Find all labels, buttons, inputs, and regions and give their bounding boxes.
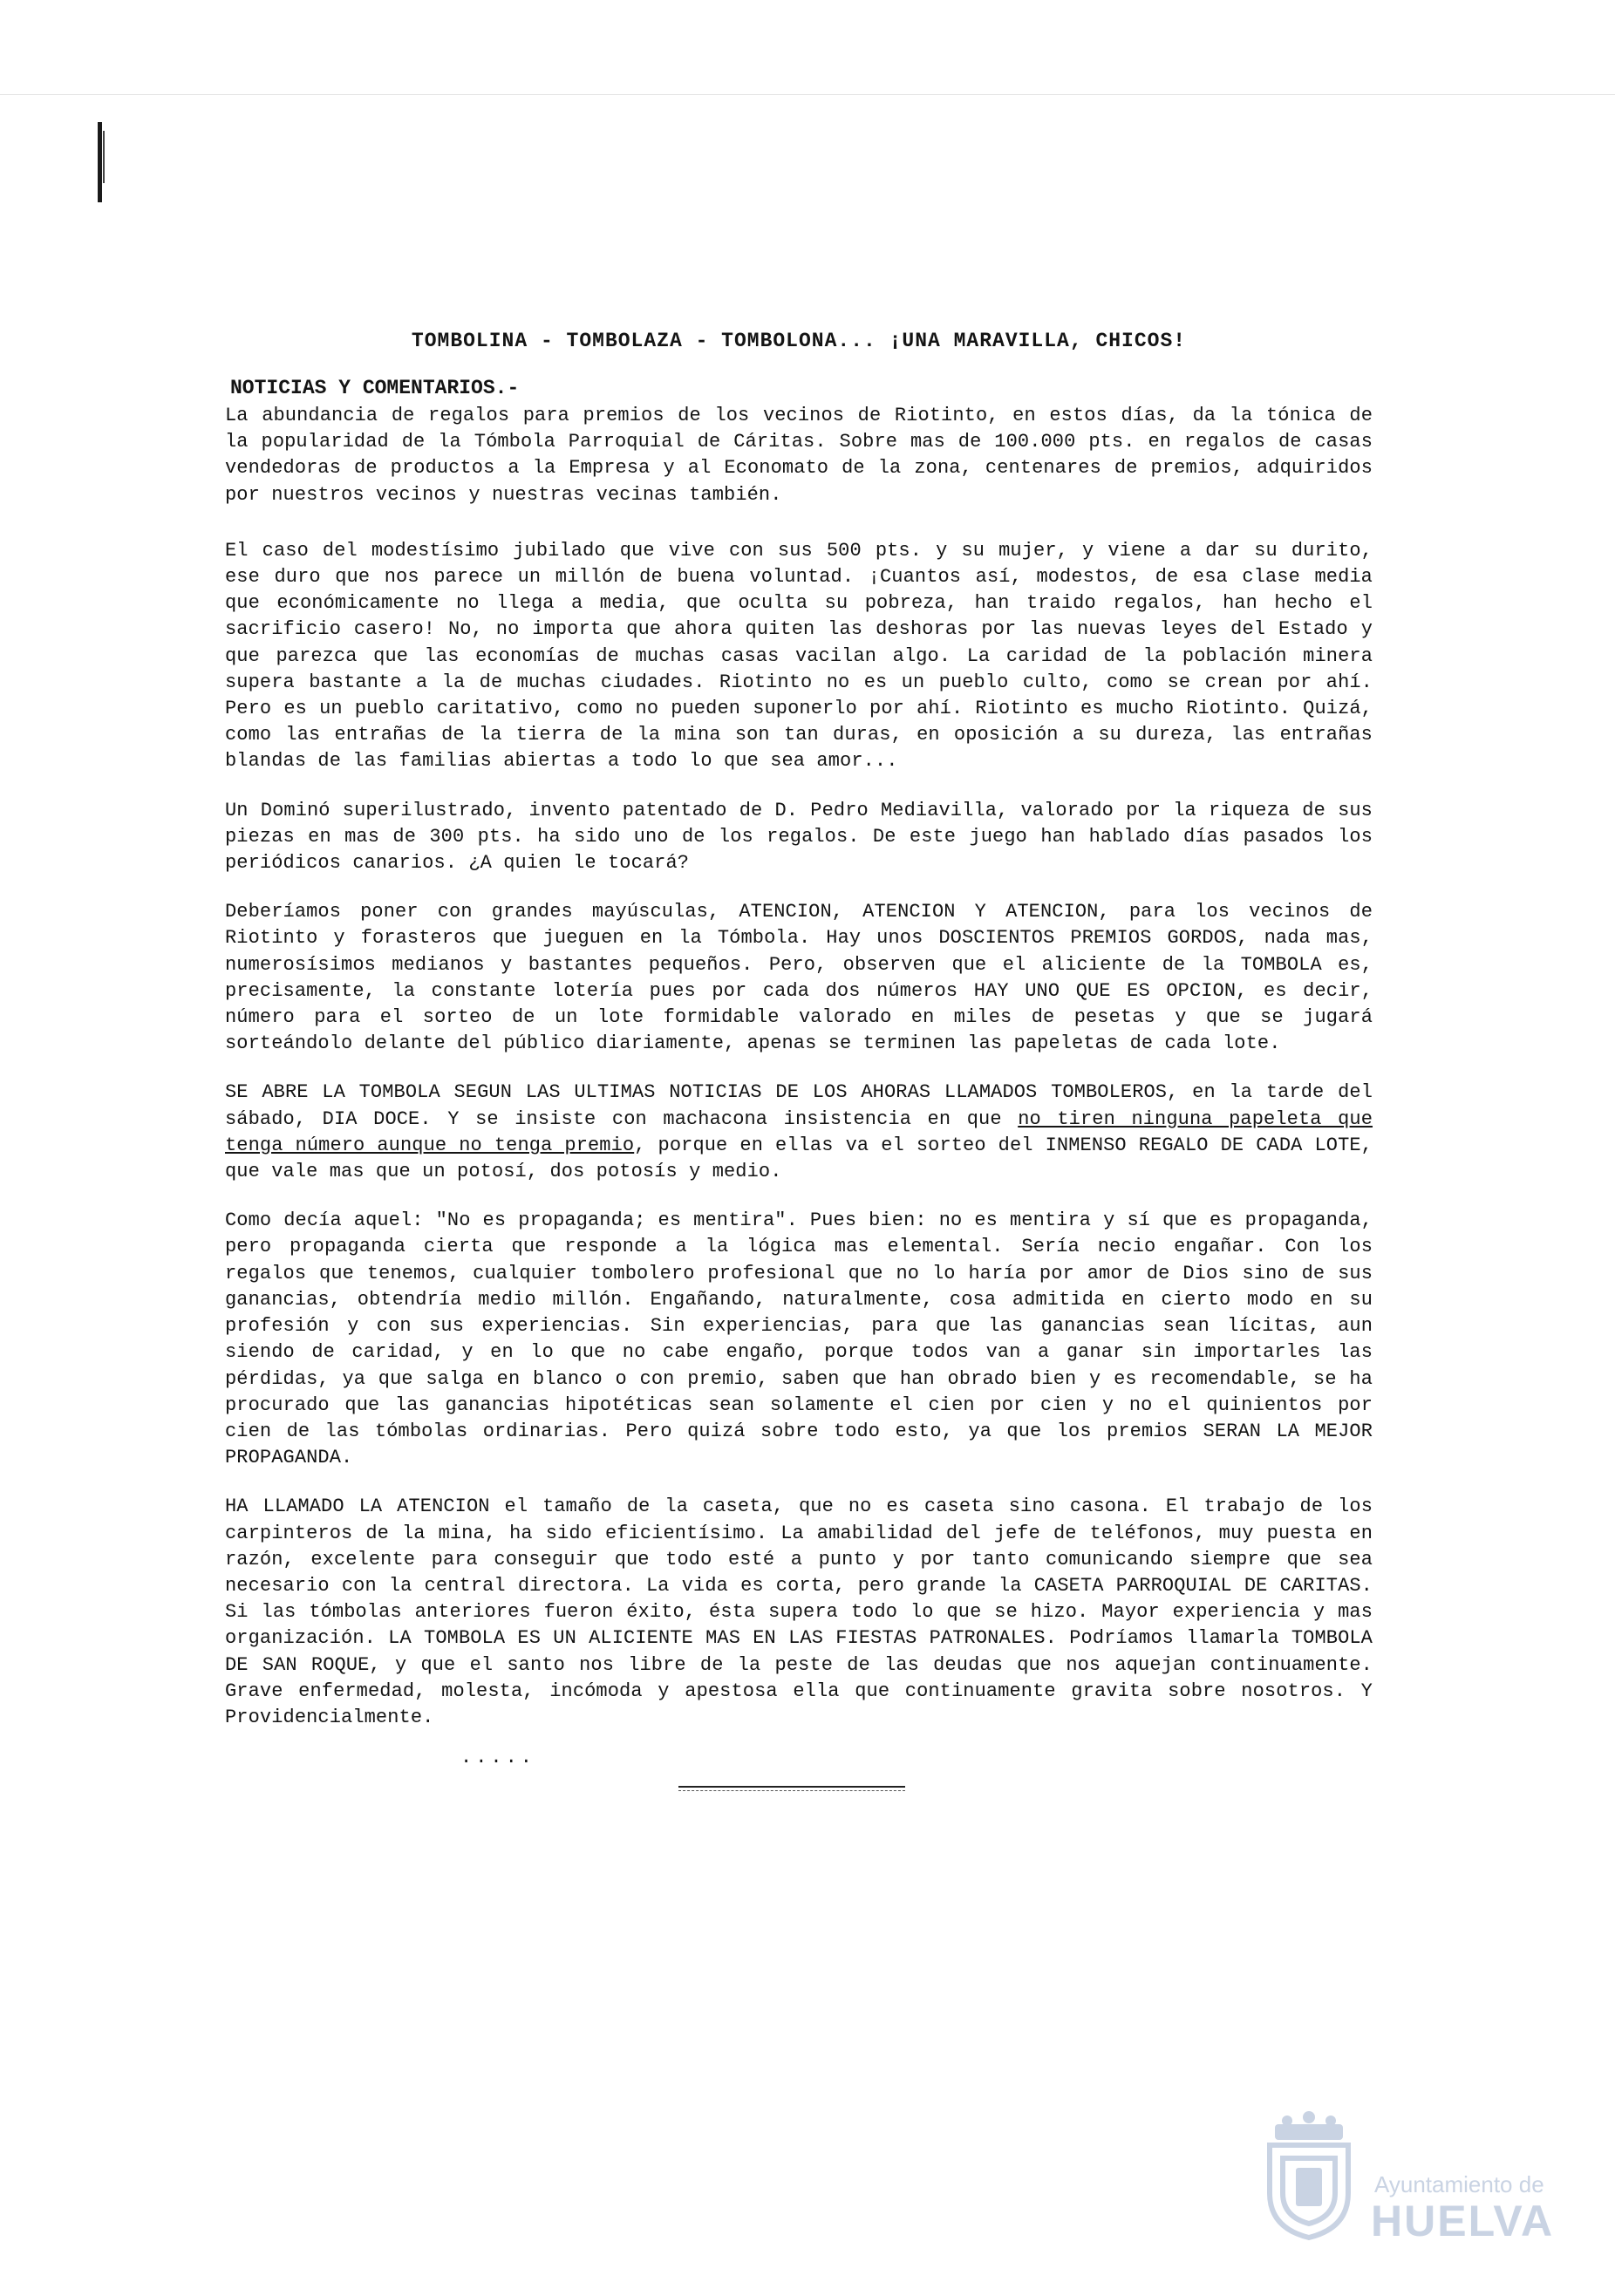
closing-rule: [678, 1786, 905, 1791]
paragraph-5-text-start: SE ABRE LA TOMBOLA SEGUN LAS ULTIMAS NOTICIAS DE LOS AHORAS LLAMADOS TOMBOLEROS, en la tarde del sábado, DIA DOCE. Y se insiste con machacona insistencia en que: [225, 1081, 1373, 1130]
paragraph-4: Deberíamos poner con grandes mayúsculas, ATENCION, ATENCION Y ATENCION, para los vecinos de Riotinto y forasteros que jueguen en la Tómbola. Hay unos DOSCIENTOS PREMIOS GORDOS, nada mas, numerosísimos medianos y bastantes pequeños. Pero, observen que el aliciente de la TOMBOLA es, precisamente, la constante lotería pues por cada dos números HAY UNO QUE ES OPCION, es decir, número para el sorteo de un lote formidable valorado en miles de pesetas y que se jugará sorteándolo delante del público diariamente, apenas se terminen las papeletas de cada lote.: [225, 901, 1373, 1055]
document-title: TOMBOLINA - TOMBOLAZA - TOMBOLONA... ¡UNA MARAVILLA, CHICOS!: [411, 330, 1187, 352]
paragraph-5-underlined-text: no tiren ninguna papeleta que tenga número aunque no tenga premio: [225, 1107, 1373, 1156]
scan-top-edge: [0, 0, 1615, 95]
paragraph-5-text-end: , porque en ellas va el sorteo del INMENSO REGALO DE CADA LOTE, que vale mas que un potosí, dos potosís y medio.: [225, 1134, 1373, 1183]
watermark-name: HUELVA: [1371, 2197, 1555, 2245]
document-page: [225, 330, 1373, 1791]
paragraph-3: Un Dominó superilustrado, invento patentado de D. Pedro Mediavilla, valorado por la riqueza de sus piezas en mas de 300 pts. ha sido uno de los regalos. De este juego han hablado días pasados los periódicos canarios. ¿A quien le tocará?: [225, 799, 1373, 875]
section-heading: NOTICIAS Y COMENTARIOS.-: [230, 377, 520, 399]
paragraph-2: El caso del modestísimo jubilado que vive con sus 500 pts. y su mujer, y viene a dar su durito, ese duro que nos parece un millón de buena voluntad. ¡Cuantos así, modestos, de esa clase media que económicamente no llega a media, que oculta su pobreza, han traido regalos, han hecho el sacrificio casero! No, no importa que ahora quiten las deshoras por las nuevas leyes del Estado y que parezca que las economías de muchas casas vacilan algo. La caridad de la población minera supera bastante a la de muchas ciudades. Riotinto no es un pueblo culto, como se crean por ahí. Pero es un pueblo caritativo, como no pueden suponerlo por ahí. Riotinto es mucho Riotinto. Quizá, como las entrañas de la tierra de la mina son tan duras, en oposición a su dureza, las entrañas blandas de las familias abiertas a todo lo que sea amor...: [225, 539, 1373, 773]
huelva-watermark-logo: [1252, 2110, 1557, 2245]
paragraph-5: [225, 1080, 1373, 1185]
paragraph-6: Como decía aquel: "No es propaganda; es mentira". Pues bien: no es mentira y sí que es propaganda, pero propaganda cierta que responde a la lógica mas elemental. Sería necio engañar. Con los regalos que tenemos, cualquier tombolero profesional que no lo haría por amor de Dios sino de sus ganancias, obtendría medio millón. Engañando, naturalmente, cosa admitida en cierto modo en su profesión y con sus experiencias. Sin experiencias, para que las ganancias sean lícitas, aun siendo de caridad, y en lo que no cabe engaño, porque todos van a ganar sin importarles las pérdidas, ya que salga en blanco o con premio, saben que han obrado bien y es recomendable, se ha procurado que las ganancias hipotéticas sean solamente el cien por cien y no el quinientos por cien de las tómbolas ordinarias. Pero quizá sobre todo esto, ya que los premios SERAN LA MEJOR PROPAGANDA.: [225, 1209, 1373, 1469]
margin-ink-mark: [98, 122, 102, 202]
paragraph-1: La abundancia de regalos para premios de los vecinos de Riotinto, en estos días, da la tónica de la popularidad de la Tómbola Parroquial de Cáritas. Sobre mas de 100.000 pts. en regalos de casas vendedoras de productos a la Empresa y al Economato de la zona, centenares de premios, adquiridos por nuestros vecinos y nuestras vecinas también.: [225, 405, 1373, 506]
paragraph-7: HA LLAMADO LA ATENCION el tamaño de la caseta, que no es caseta sino casona. El trabajo de los carpinteros de la mina, ha sido eficientísimo. La amabilidad del jefe de teléfonos, muy puesta en razón, excelente para conseguir que todo esté a punto y por tanto comunicando siempre que sea necesario con la central directora. La vida es corta, pero grande la CASETA PARROQUIAL DE CARITAS. Si las tómbolas anteriores fueron éxito, ésta supera todo lo que se hizo. Mayor experiencia y mas organización. LA TOMBOLA ES UN ALICIENTE MAS EN LAS FIESTAS PATRONALES. Podríamos llamarla TOMBOLA DE SAN ROQUE, y que el santo nos libre de la peste de las deudas que nos aquejan continuamente. Grave enfermedad, molesta, incómoda y apestosa ella que continuamente gravita sobre nosotros. Y Providencialmente.: [225, 1495, 1373, 1728]
closing-dots: .....: [460, 1747, 536, 1769]
margin-ink-mark-secondary: [103, 131, 105, 183]
crest-icon: [1252, 2110, 1366, 2241]
watermark-caption: Ayuntamiento de: [1374, 2171, 1544, 2197]
